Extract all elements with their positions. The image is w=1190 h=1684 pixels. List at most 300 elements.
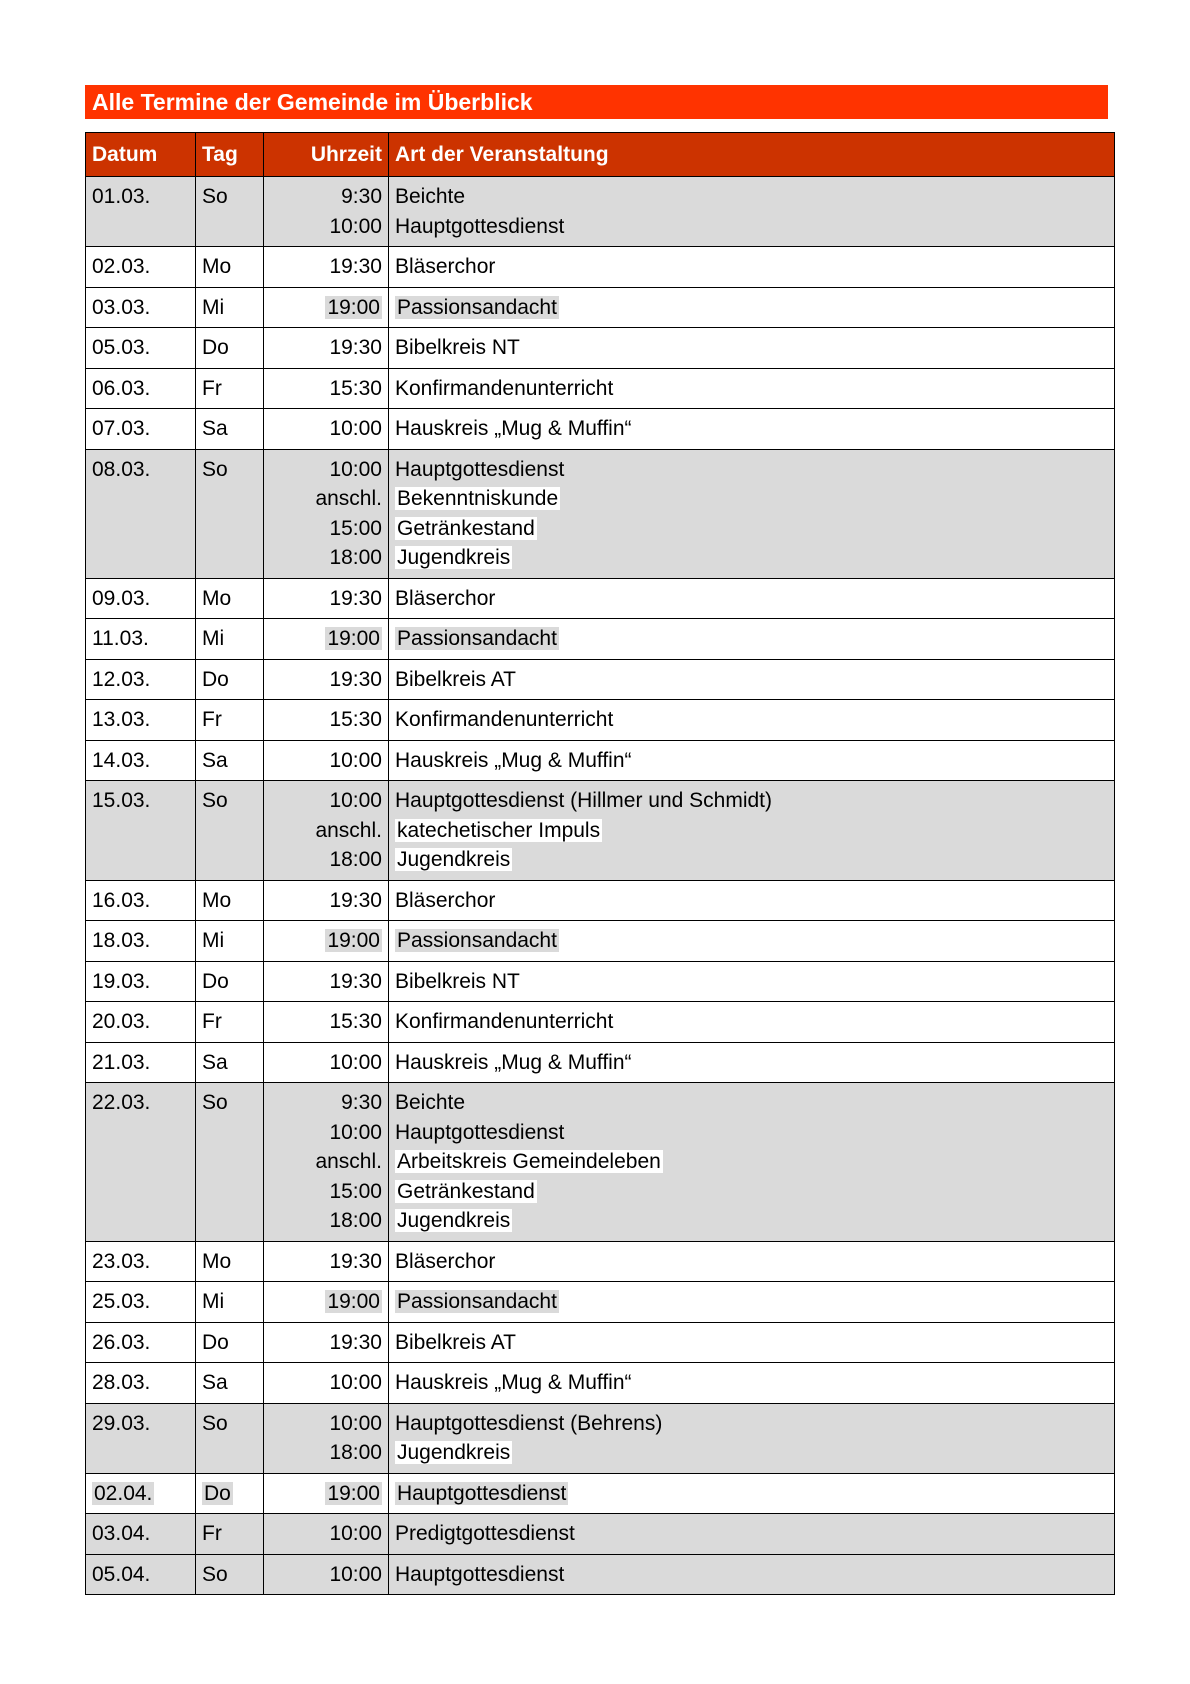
date-text: 11.03.: [92, 627, 149, 650]
date: [92, 1519, 189, 1549]
day-text: So: [202, 1411, 228, 1435]
day-cell: [196, 1514, 264, 1555]
day: [202, 1368, 257, 1398]
time: [270, 1519, 382, 1549]
date-cell: [86, 1514, 196, 1555]
time: [270, 967, 382, 997]
event-text: katechetischer Impuls: [397, 818, 601, 842]
day-cell: [196, 368, 264, 409]
day: [202, 414, 257, 444]
day-text: Do: [202, 336, 229, 359]
date-text: 18.03.: [92, 929, 151, 952]
time-cell: [264, 1403, 389, 1473]
event: [395, 1118, 1108, 1148]
time-text: 19:00: [327, 929, 380, 952]
date: [92, 293, 189, 323]
date-text: 05.04.: [92, 1562, 151, 1586]
time: [270, 293, 382, 323]
day: [202, 1560, 257, 1590]
event: [395, 967, 1108, 997]
event: [395, 665, 1108, 695]
day-text: So: [202, 457, 228, 481]
date-cell: [86, 247, 196, 288]
date: [92, 1007, 189, 1037]
date: [92, 886, 189, 916]
time-text: 10:00: [329, 1411, 382, 1435]
date: [92, 374, 189, 404]
event-text: Passionsandacht: [397, 1290, 557, 1313]
time-cell: [264, 1554, 389, 1595]
table-row: [86, 1322, 1115, 1363]
event: [395, 886, 1108, 916]
date: [92, 1328, 189, 1358]
time-text: 10:00: [329, 1371, 382, 1394]
date-text: 07.03.: [92, 417, 151, 440]
day-cell: [196, 740, 264, 781]
time: [270, 786, 382, 816]
date: [92, 786, 189, 816]
day-text: Do: [202, 1330, 229, 1354]
time: [270, 624, 382, 654]
date-text: 12.03.: [92, 667, 151, 691]
event-cell: [389, 921, 1115, 962]
day: [202, 624, 257, 654]
time-cell: [264, 1042, 389, 1083]
day: [202, 705, 257, 735]
table-row: [86, 740, 1115, 781]
day-text: Mi: [202, 295, 225, 319]
day-text: Fr: [202, 1522, 222, 1545]
event-text: Bläserchor: [395, 255, 496, 278]
event-cell: [389, 1554, 1115, 1595]
day: [202, 293, 257, 323]
date-text: 05.03.: [92, 336, 151, 359]
event-cell: [389, 619, 1115, 660]
time-cell: [264, 781, 389, 881]
time: [270, 414, 382, 444]
table-row: [86, 1554, 1115, 1595]
event: [395, 624, 1108, 654]
date-cell: [86, 1002, 196, 1043]
time-text: 10:00: [329, 1050, 382, 1074]
day: [202, 1088, 257, 1118]
time-cell: [264, 880, 389, 921]
time: [270, 543, 382, 573]
date: [92, 455, 189, 485]
time-cell: [264, 409, 389, 450]
day-text: Do: [204, 1481, 231, 1505]
event: [395, 182, 1108, 212]
time-text: 19:30: [329, 667, 382, 691]
event-cell: [389, 1322, 1115, 1363]
day-cell: [196, 700, 264, 741]
time-cell: [264, 287, 389, 328]
event-text: Bibelkreis NT: [395, 336, 520, 359]
event-text: Bläserchor: [395, 888, 496, 912]
day-cell: [196, 177, 264, 247]
event: [395, 926, 1108, 956]
date-cell: [86, 1403, 196, 1473]
day-text: Sa: [202, 417, 228, 440]
event-text: Jugendkreis: [397, 546, 511, 569]
event-text: Hauskreis „Mug & Muffin“: [395, 417, 632, 440]
date-cell: [86, 1322, 196, 1363]
event-text: Hauptgottesdienst: [395, 457, 565, 481]
event-cell: [389, 1403, 1115, 1473]
date-text: 02.04.: [94, 1481, 153, 1505]
time-cell: [264, 1282, 389, 1323]
date-cell: [86, 1363, 196, 1404]
date-cell: [86, 409, 196, 450]
event: [395, 1206, 1108, 1236]
time: [270, 705, 382, 735]
event-text: Jugendkreis: [397, 848, 511, 871]
time: [270, 1287, 382, 1317]
day-text: Mo: [202, 586, 232, 610]
time: [270, 374, 382, 404]
day-text: So: [202, 789, 228, 812]
time-text: 19:00: [327, 1481, 380, 1505]
date: [92, 1368, 189, 1398]
date: [92, 1247, 189, 1277]
date-cell: [86, 578, 196, 619]
date-cell: [86, 1083, 196, 1242]
event-cell: [389, 1002, 1115, 1043]
time: [270, 1560, 382, 1590]
event-text: Konfirmandenunterricht: [395, 376, 614, 400]
time-text: 15:30: [329, 1010, 382, 1033]
day-text: So: [202, 1562, 228, 1586]
header-event: Art der Veranstaltung: [389, 133, 1115, 177]
date: [92, 414, 189, 444]
time-text: 18:00: [329, 1441, 382, 1464]
time-cell: [264, 1473, 389, 1514]
event-text: Hauskreis „Mug & Muffin“: [395, 1371, 632, 1394]
time: [270, 182, 382, 212]
date: [92, 1409, 189, 1439]
time: [270, 1206, 382, 1236]
event: [395, 1409, 1108, 1439]
time-text: 10:00: [329, 1522, 382, 1545]
day: [202, 252, 257, 282]
date: [92, 1287, 189, 1317]
time: [270, 1247, 382, 1277]
time-cell: [264, 619, 389, 660]
table-row: [86, 1473, 1115, 1514]
event-text: Hauptgottesdienst: [395, 1120, 565, 1144]
event-text: Konfirmandenunterricht: [395, 1010, 614, 1033]
time-text: anschl.: [315, 818, 382, 842]
time-cell: [264, 1241, 389, 1282]
time-text: 15:30: [329, 708, 382, 731]
table-row: [86, 1363, 1115, 1404]
event-text: Bläserchor: [395, 1249, 496, 1273]
event-cell: [389, 449, 1115, 578]
table-row: [86, 880, 1115, 921]
day-cell: [196, 409, 264, 450]
day-text: Sa: [202, 1371, 228, 1394]
time-text: 9:30: [341, 185, 382, 208]
date: [92, 1479, 189, 1509]
time-text: anschl.: [315, 1150, 382, 1173]
event: [395, 414, 1108, 444]
date: [92, 182, 189, 212]
event-cell: [389, 368, 1115, 409]
time: [270, 926, 382, 956]
time-text: 19:30: [329, 969, 382, 993]
time: [270, 665, 382, 695]
time-text: 18:00: [329, 1209, 382, 1232]
time-text: 18:00: [329, 546, 382, 569]
table-row: [86, 328, 1115, 369]
event-cell: [389, 1514, 1115, 1555]
day-text: Do: [202, 969, 229, 993]
event: [395, 1519, 1108, 1549]
time-cell: [264, 368, 389, 409]
event-cell: [389, 700, 1115, 741]
day: [202, 1048, 257, 1078]
day-cell: [196, 449, 264, 578]
day-cell: [196, 1554, 264, 1595]
event-text: Bekenntniskunde: [397, 487, 559, 510]
date-text: 22.03.: [92, 1091, 151, 1114]
time: [270, 584, 382, 614]
time: [270, 1088, 382, 1118]
event-text: Hauptgottesdienst (Behrens): [395, 1411, 663, 1435]
day: [202, 1479, 257, 1509]
event-cell: [389, 961, 1115, 1002]
event: [395, 1287, 1108, 1317]
day-cell: [196, 1241, 264, 1282]
header-date: Datum: [86, 133, 196, 177]
table-row: [86, 368, 1115, 409]
event-cell: [389, 1282, 1115, 1323]
event: [395, 1147, 1108, 1177]
event: [395, 1368, 1108, 1398]
table-row: [86, 659, 1115, 700]
date-cell: [86, 368, 196, 409]
date-text: 15.03.: [92, 789, 151, 812]
event: [395, 293, 1108, 323]
time-text: 19:30: [329, 1330, 382, 1354]
header-time: Uhrzeit: [264, 133, 389, 177]
event: [395, 1088, 1108, 1118]
table-row: [86, 247, 1115, 288]
time: [270, 484, 382, 514]
time: [270, 1007, 382, 1037]
date: [92, 1048, 189, 1078]
day: [202, 665, 257, 695]
time-cell: [264, 1002, 389, 1043]
date-text: 06.03.: [92, 376, 151, 400]
time-text: 19:30: [329, 586, 382, 610]
date-text: 26.03.: [92, 1330, 151, 1354]
time-text: 10:00: [329, 457, 382, 481]
day-cell: [196, 880, 264, 921]
day-cell: [196, 1322, 264, 1363]
event-cell: [389, 1473, 1115, 1514]
time-text: 19:30: [329, 336, 382, 359]
day-cell: [196, 1403, 264, 1473]
time-cell: [264, 328, 389, 369]
day-text: So: [202, 1091, 228, 1114]
time-text: 19:30: [329, 255, 382, 278]
table-row: [86, 1083, 1115, 1242]
event: [395, 705, 1108, 735]
date: [92, 1088, 189, 1118]
date-text: 19.03.: [92, 969, 151, 993]
event-cell: [389, 740, 1115, 781]
event-text: Bibelkreis AT: [395, 667, 516, 691]
date: [92, 333, 189, 363]
date-cell: [86, 1554, 196, 1595]
table-row: [86, 1403, 1115, 1473]
event-text: Hauskreis „Mug & Muffin“: [395, 748, 632, 772]
event: [395, 1247, 1108, 1277]
day: [202, 786, 257, 816]
time: [270, 1048, 382, 1078]
time-cell: [264, 1363, 389, 1404]
date-cell: [86, 1473, 196, 1514]
day: [202, 182, 257, 212]
date-text: 16.03.: [92, 888, 151, 912]
time: [270, 1438, 382, 1468]
table-row: [86, 1241, 1115, 1282]
event-text: Bläserchor: [395, 586, 496, 610]
day-cell: [196, 1042, 264, 1083]
time: [270, 1479, 382, 1509]
date-text: 03.03.: [92, 295, 151, 319]
event: [395, 1560, 1108, 1590]
event: [395, 374, 1108, 404]
day-text: Fr: [202, 708, 222, 731]
event-text: Hauskreis „Mug & Muffin“: [395, 1050, 632, 1074]
date: [92, 967, 189, 997]
day-cell: [196, 1473, 264, 1514]
date-cell: [86, 1282, 196, 1323]
event: [395, 543, 1108, 573]
event: [395, 1177, 1108, 1207]
day: [202, 746, 257, 776]
event-text: Hauptgottesdienst: [395, 214, 565, 238]
day: [202, 1247, 257, 1277]
time: [270, 212, 382, 242]
time-cell: [264, 1083, 389, 1242]
day-text: Mo: [202, 888, 232, 912]
date-cell: [86, 449, 196, 578]
table-row: [86, 449, 1115, 578]
event-cell: [389, 781, 1115, 881]
event: [395, 1479, 1108, 1509]
page-title: Alle Termine der Gemeinde im Überblick: [85, 85, 1108, 119]
date-cell: [86, 659, 196, 700]
time: [270, 1368, 382, 1398]
date-text: 14.03.: [92, 748, 151, 772]
time-cell: [264, 1322, 389, 1363]
event-text: Arbeitskreis Gemeindeleben: [397, 1150, 661, 1173]
time-cell: [264, 961, 389, 1002]
time: [270, 455, 382, 485]
event: [395, 484, 1108, 514]
day: [202, 333, 257, 363]
day-cell: [196, 781, 264, 881]
date-cell: [86, 961, 196, 1002]
day: [202, 374, 257, 404]
date-cell: [86, 740, 196, 781]
event: [395, 845, 1108, 875]
table-row: [86, 1002, 1115, 1043]
date-text: 01.03.: [92, 185, 151, 208]
date-cell: [86, 921, 196, 962]
event-cell: [389, 1363, 1115, 1404]
date-text: 25.03.: [92, 1290, 151, 1313]
time: [270, 1177, 382, 1207]
time: [270, 845, 382, 875]
day: [202, 1287, 257, 1317]
day-cell: [196, 1282, 264, 1323]
date-cell: [86, 1042, 196, 1083]
time: [270, 886, 382, 916]
event-text: Passionsandacht: [397, 295, 557, 319]
time-text: 15:00: [329, 1179, 382, 1203]
table-row: [86, 921, 1115, 962]
time-text: 10:00: [329, 748, 382, 772]
time-cell: [264, 1514, 389, 1555]
table-body: [86, 177, 1115, 1595]
time-text: 10:00: [329, 214, 382, 238]
event-cell: [389, 247, 1115, 288]
date-cell: [86, 177, 196, 247]
event-text: Bibelkreis AT: [395, 1330, 516, 1354]
event-cell: [389, 1083, 1115, 1242]
time-text: 19:00: [327, 295, 380, 319]
table-row: [86, 700, 1115, 741]
table-row: [86, 578, 1115, 619]
day: [202, 1328, 257, 1358]
event-cell: [389, 409, 1115, 450]
day: [202, 1519, 257, 1549]
date: [92, 665, 189, 695]
event: [395, 1328, 1108, 1358]
date-text: 02.03.: [92, 255, 151, 278]
event: [395, 333, 1108, 363]
time-text: 18:00: [329, 848, 382, 871]
date: [92, 1560, 189, 1590]
day-text: So: [202, 185, 228, 208]
header-day: Tag: [196, 133, 264, 177]
event-text: Passionsandacht: [397, 929, 557, 952]
day-text: Fr: [202, 1010, 222, 1033]
table-row: [86, 287, 1115, 328]
time-text: 10:00: [329, 789, 382, 812]
date-text: 21.03.: [92, 1050, 151, 1074]
day-text: Mi: [202, 1290, 225, 1313]
event: [395, 786, 1108, 816]
table-row: [86, 1042, 1115, 1083]
event-text: Predigtgottesdienst: [395, 1522, 575, 1545]
date-cell: [86, 1241, 196, 1282]
date-cell: [86, 619, 196, 660]
day-cell: [196, 961, 264, 1002]
date: [92, 926, 189, 956]
time: [270, 514, 382, 544]
time-cell: [264, 247, 389, 288]
time: [270, 252, 382, 282]
time-cell: [264, 921, 389, 962]
event-cell: [389, 328, 1115, 369]
event-cell: [389, 287, 1115, 328]
event: [395, 816, 1108, 846]
